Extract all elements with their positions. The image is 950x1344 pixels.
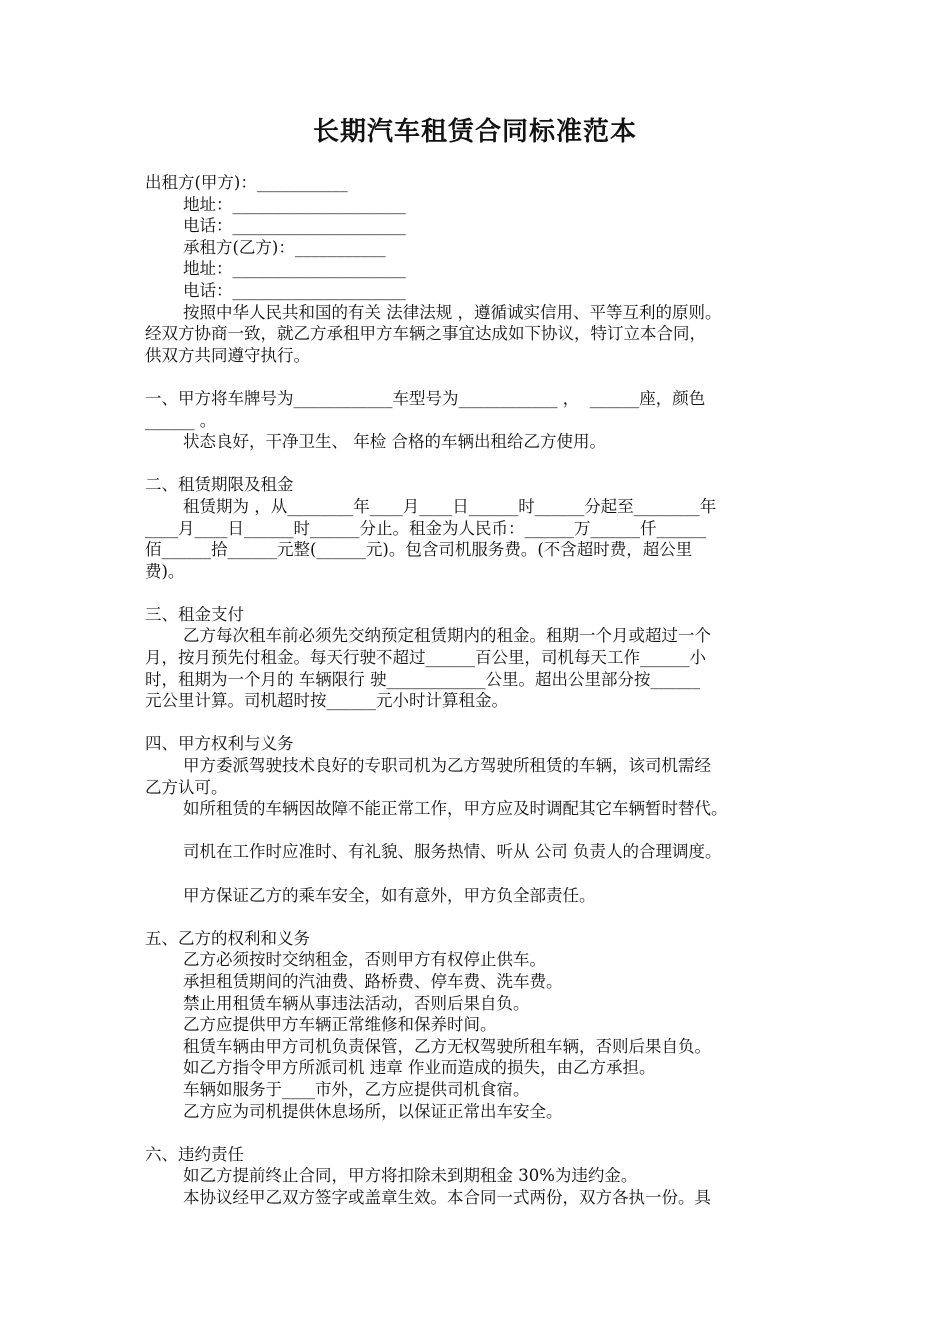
blank-line (145, 863, 810, 885)
blank-line (145, 906, 810, 928)
text-line: 本协议经甲乙双方签字或盖章生效。本合同一式两份，双方各执一份。具 (183, 1187, 711, 1207)
text-line: 供双方共同遵守执行。 (145, 345, 310, 365)
text-line: 佰______拾______元整(______元)。包含司机服务费。(不含超时费，超公里 (145, 540, 693, 560)
text-line: 四、甲方权利与义务 (145, 734, 294, 754)
text-line: 乙方必须按时交纳租金，否则甲方有权停止供车。 (183, 950, 546, 970)
text-line: 电话：_____________________ (183, 280, 406, 300)
blank-line (145, 582, 810, 604)
text-line: ______ 。 (145, 410, 217, 430)
text-line: 承租方(乙方)：___________ (183, 237, 386, 257)
text-line: 如所租赁的车辆因故障不能正常工作，甲方应及时调配其它车辆暂时替代。 (183, 799, 728, 819)
text-line: 三、租金支付 (145, 604, 244, 624)
text-line: 状态良好，干净卫生、 年检 合格的车辆出租给乙方使用。 (183, 432, 606, 452)
text-line: 一、甲方将车牌号为____________车型号为____________ ， ______座，颜色 (145, 388, 706, 408)
text-line: 时，租期为一个月的 车辆限行 驶____________公里。超出公里部分按______ (145, 669, 700, 689)
blank-line (145, 1122, 810, 1144)
document-body (145, 172, 810, 1209)
text-line: 司机在工作时应准时、有礼貌、服务热情、听从 公司 负责人的合理调度。 (183, 842, 722, 862)
text-line: 元公里计算。司机超时按______元小时计算租金。 (145, 691, 508, 711)
text-line: 经双方协商一致，就乙方承租甲方车辆之事宜达成如下协议，特订立本合同， (145, 324, 706, 344)
text-line: 二、租赁期限及租金 (145, 475, 294, 495)
text-line: 乙方认可。 (145, 777, 228, 797)
text-line: 如乙方提前终止合同，甲方将扣除未到期租金 30%为违约金。 (183, 1166, 638, 1186)
text-line: 乙方应为司机提供休息场所，以保证正常出车安全。 (183, 1101, 563, 1121)
text-line: 承担租赁期间的汽油费、路桥费、停车费、洗车费。 (183, 971, 563, 991)
blank-line (145, 453, 810, 475)
text-line: 禁止用租赁车辆从事违法活动，否则后果自负。 (183, 993, 530, 1013)
text-line: 租赁车辆由甲方司机负责保管，乙方无权驾驶所租车辆，否则后果自负。 (183, 1036, 711, 1056)
text-line: 地址：_____________________ (183, 194, 406, 214)
blank-line (145, 366, 810, 388)
text-line: 按照中华人民共和国的有关 法律法规 ，遵循诚实信用、平等互利的原则。 (183, 302, 722, 322)
text-line: 地址：_____________________ (183, 259, 406, 279)
blank-line (145, 820, 810, 842)
text-line: 月，按月预先付租金。每天行驶不超过______百公里，司机每天工作______小 (145, 648, 706, 668)
text-line: 甲方委派驾驶技术良好的专职司机为乙方驾驶所租赁的车辆，该司机需经 (183, 756, 711, 776)
text-line: 甲方保证乙方的乘车安全，如有意外，甲方负全部责任。 (183, 885, 596, 905)
text-line: 电话：_____________________ (183, 216, 406, 236)
text-line: 费)。 (145, 561, 185, 581)
text-line: 六、违约责任 (145, 1144, 244, 1164)
text-line: 如乙方指令甲方所派司机 违章 作业而造成的损失，由乙方承担。 (183, 1058, 656, 1078)
text-line: 租赁期为 ，从________年____月____日______时______分起至________年 (183, 496, 717, 516)
text-line: 车辆如服务于____市外，乙方应提供司机食宿。 (183, 1079, 530, 1099)
text-line: 出租方(甲方)：___________ (145, 173, 348, 192)
text-line: 五、乙方的权利和义务 (145, 928, 310, 948)
blank-line (145, 712, 810, 734)
text-line: 乙方每次租车前必须先交纳预定租赁期内的租金。租期一个月或超过一个 (183, 626, 711, 646)
text-line: 乙方应提供甲方车辆正常维修和保养时间。 (183, 1015, 497, 1035)
text-line: ____月____日______时______分止。租金为人民币：______万______仟______ (145, 518, 706, 538)
document-title: 长期汽车租赁合同标准范本 (312, 117, 637, 147)
